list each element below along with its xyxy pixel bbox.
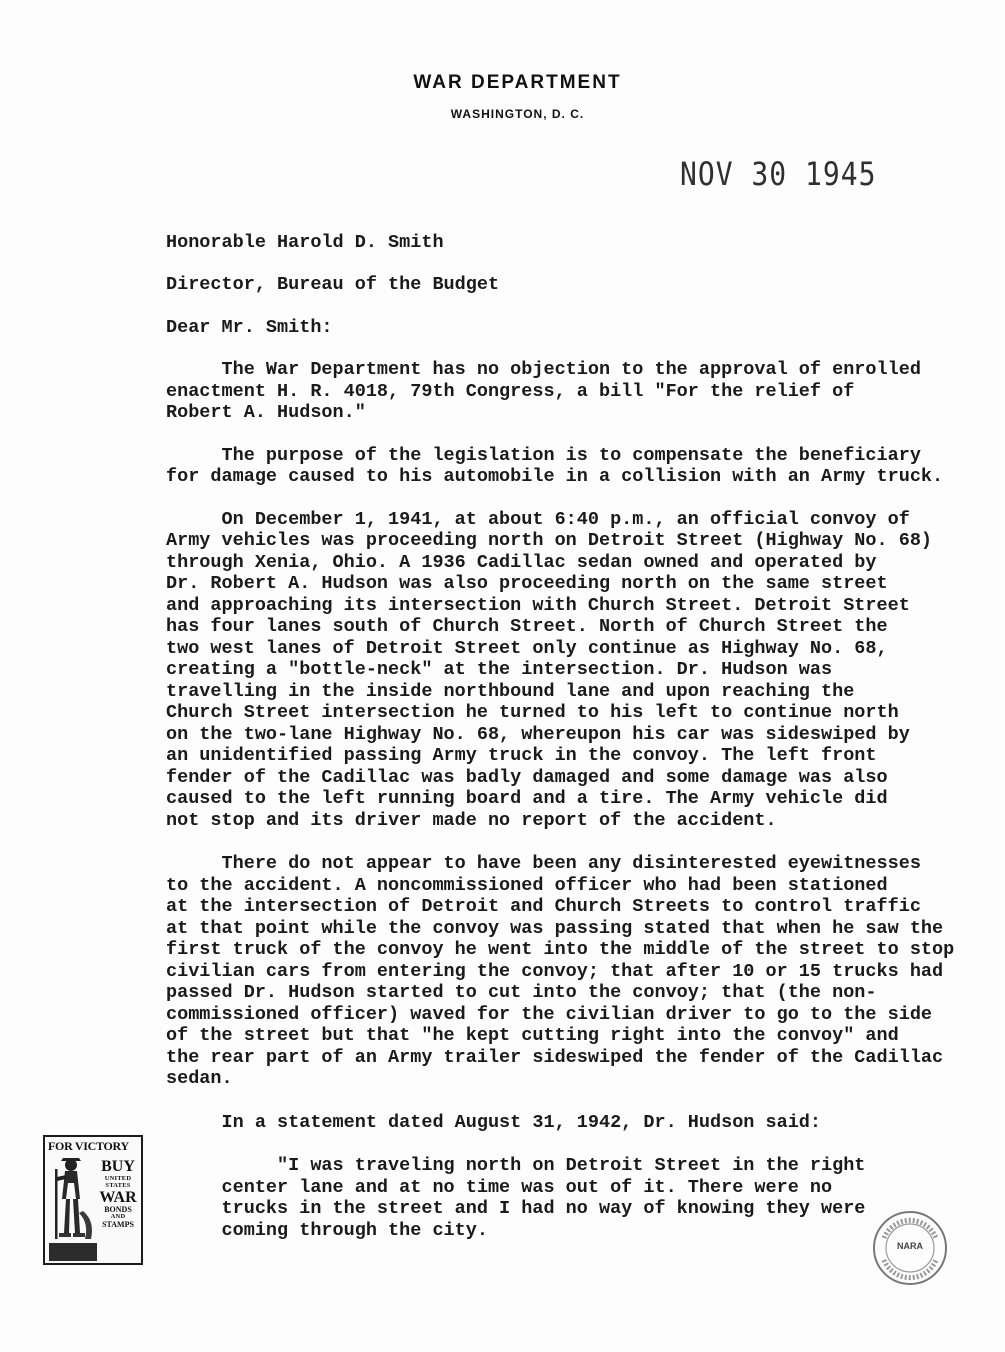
- body-line: fender of the Cadillac was badly damaged and some damage was also: [166, 767, 888, 788]
- body-line: Army vehicles was proceeding north on Detroit Street (Highway No. 68): [166, 530, 933, 551]
- poster-united: UNITED: [104, 1175, 132, 1182]
- body-line: civilian cars from entering the convoy; that after 10 or 15 trucks had: [166, 961, 944, 982]
- body-line: Robert A. Hudson.": [166, 402, 366, 423]
- date-stamp: NOV 30 1945: [680, 155, 877, 193]
- body-line: creating a "bottle-neck" at the intersection. Dr. Hudson was: [166, 659, 833, 680]
- poster-and: AND: [110, 1213, 126, 1220]
- quote-line: center lane and at no time was out of it. There were no: [166, 1177, 833, 1198]
- addressee-name: Honorable Harold D. Smith: [166, 232, 444, 253]
- body-line: Church Street intersection he turned to his left to continue north: [166, 702, 899, 723]
- war-bonds-poster: [43, 1135, 143, 1265]
- letterhead-location: WASHINGTON, D. C.: [450, 107, 585, 121]
- body-line: the rear part of an Army trailer sideswiped the fender of the Cadillac: [166, 1047, 944, 1068]
- salutation: Dear Mr. Smith:: [166, 317, 333, 338]
- letterhead-title: WAR DEPARTMENT: [413, 72, 622, 93]
- body-line: sedan.: [166, 1068, 233, 1089]
- poster-words: [95, 1159, 141, 1229]
- body-line: commissioned officer) waved for the civilian driver to go to the side: [166, 1004, 933, 1025]
- poster-bonds: BONDS: [104, 1205, 132, 1214]
- body-line: enactment H. R. 4018, 79th Congress, a bill "For the relief of: [166, 381, 855, 402]
- body-line: has four lanes south of Church Street. North of Church Street the: [166, 616, 888, 637]
- poster-stamps: STAMPS: [102, 1219, 134, 1229]
- body-line: an unidentified passing Army truck in the convoy. The left front: [166, 745, 877, 766]
- poster-war: WAR: [99, 1189, 137, 1206]
- body-line: of the street but that "he kept cutting right into the convoy" and: [166, 1025, 899, 1046]
- poster-states: STATES: [105, 1181, 131, 1189]
- poster-buy: BUY: [101, 1158, 135, 1175]
- body-line: passed Dr. Hudson started to cut into the convoy; that (the non-: [166, 982, 877, 1003]
- body-line: through Xenia, Ohio. A 1936 Cadillac sedan owned and operated by: [166, 552, 877, 573]
- body-line: at that point while the convoy was passing stated that when he saw the: [166, 918, 944, 939]
- body-line: On December 1, 1941, at about 6:40 p.m., an official convoy of: [166, 509, 910, 530]
- body-line: to the accident. A noncommissioned officer who had been stationed: [166, 875, 888, 896]
- body-line: and approaching its intersection with Church Street. Detroit Street: [166, 595, 910, 616]
- poster-headline: FOR VICTORY: [48, 1139, 129, 1153]
- minuteman-icon: [49, 1153, 97, 1261]
- body-line: The War Department has no objection to the approval of enrolled: [166, 359, 921, 380]
- body-line: two west lanes of Detroit Street only continue as Highway No. 68,: [166, 638, 888, 659]
- body-line: on the two-lane Highway No. 68, whereupon his car was sideswiped by: [166, 724, 910, 745]
- library-seal: [870, 1208, 950, 1288]
- addressee-title: Director, Bureau of the Budget: [166, 274, 500, 295]
- body-line: for damage caused to his automobile in a collision with an Army truck.: [166, 466, 944, 487]
- quote-line: "I was traveling north on Detroit Street in the right: [166, 1155, 866, 1176]
- seal-label: NARA: [897, 1241, 923, 1251]
- body-line: There do not appear to have been any disinterested eyewitnesses: [166, 853, 921, 874]
- body-line: Dr. Robert A. Hudson was also proceeding north on the same street: [166, 573, 888, 594]
- body-line: at the intersection of Detroit and Church Streets to control traffic: [166, 896, 921, 917]
- body-line: not stop and its driver made no report of the accident.: [166, 810, 777, 831]
- body-line: travelling in the inside northbound lane and upon reaching the: [166, 681, 855, 702]
- quote-line: coming through the city.: [166, 1220, 488, 1241]
- body-line: first truck of the convoy he went into the middle of the street to stop: [166, 939, 955, 960]
- body-line: caused to the left running board and a tire. The Army vehicle did: [166, 788, 888, 809]
- body-line: In a statement dated August 31, 1942, Dr. Hudson said:: [166, 1112, 822, 1133]
- quote-line: trucks in the street and I had no way of knowing they were: [166, 1198, 866, 1219]
- body-line: The purpose of the legislation is to compensate the beneficiary: [166, 445, 921, 466]
